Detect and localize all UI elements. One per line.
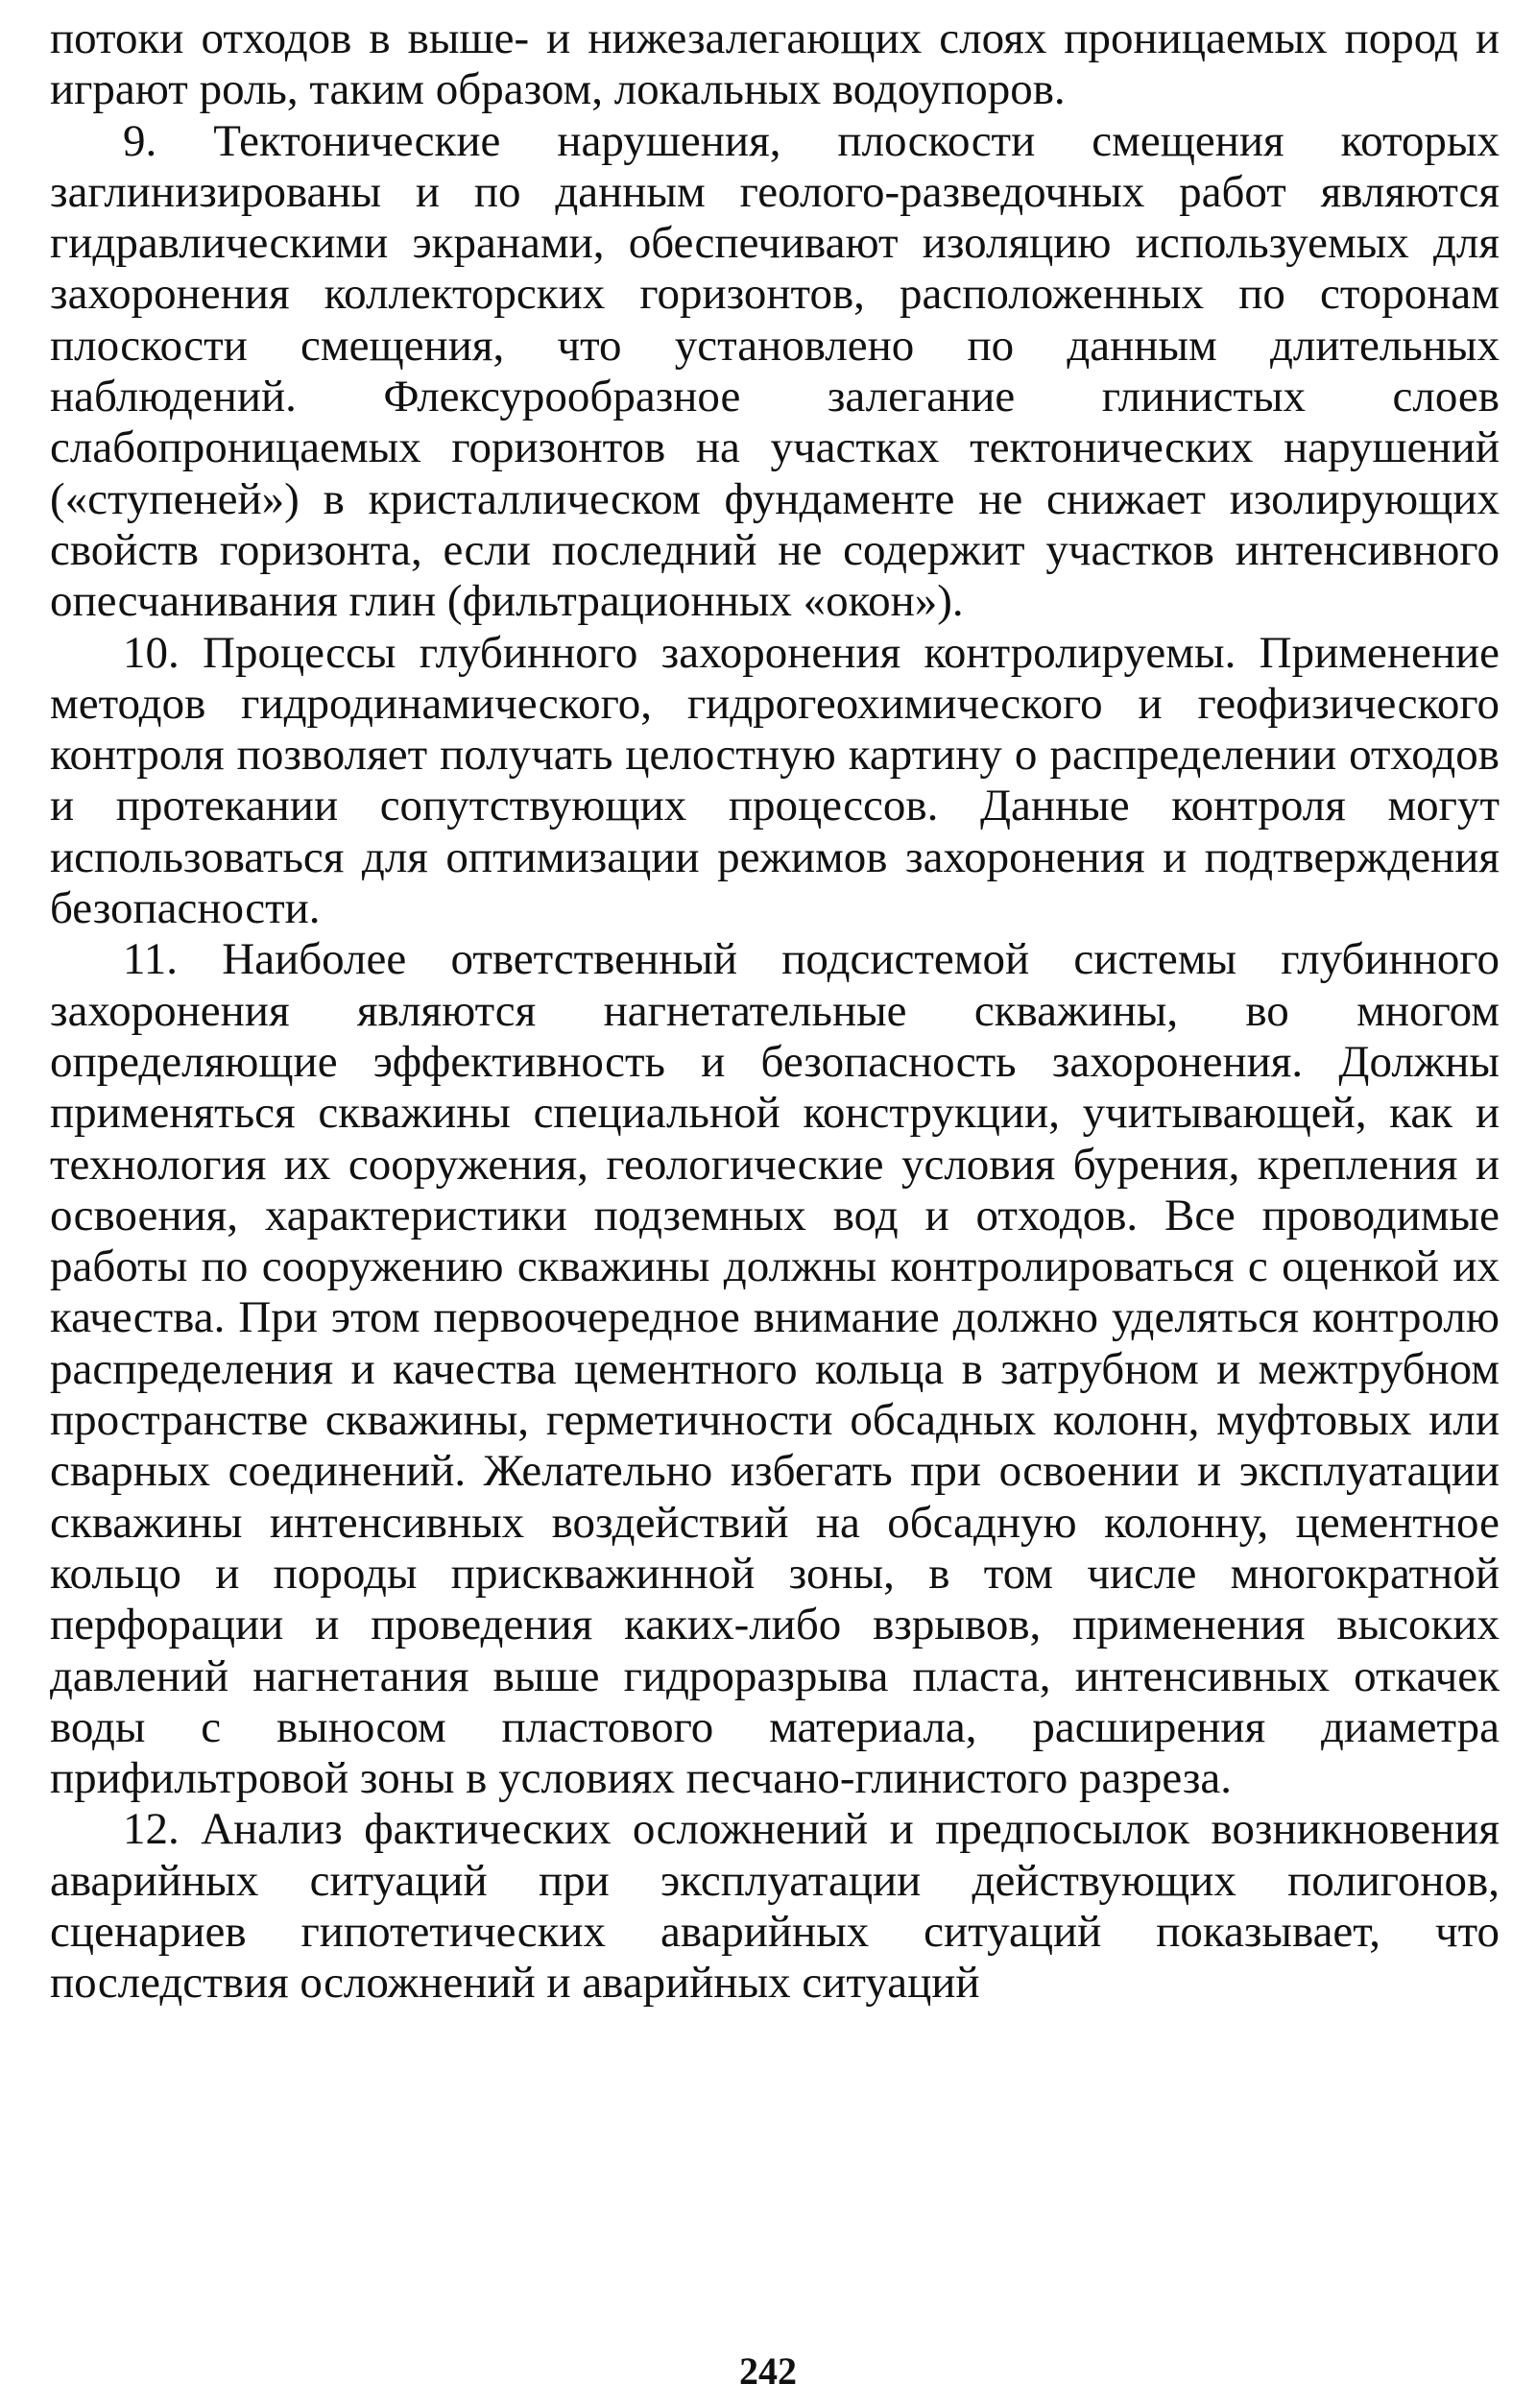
- body-text: [50, 13, 1500, 2010]
- paragraph-item-10: 10. Процессы глубинного захоронения контролируемы. Применение методов гидродинамического, гидрогеохимического и геофизического контроля позволяет получать целостную картину о распределении отходов и протекании сопутствующих процессов. Данные контроля могут использоваться для оптимизации режимов захоронения и подтверждения безопасности.: [50, 627, 1500, 934]
- paragraph-item-11: 11. Наиболее ответственный подсистемой системы глубинного захоронения являются нагнетательные скважины, во многом определяющие эффективность и безопасность захоронения. Должны применяться скважины специальной конструкции, учитывающей, как и технология их сооружения, геологические условия бурения, крепления и освоения, характеристики подземных вод и отходов. Все проводимые работы по сооружению скважины должны контролироваться с оценкой их качества. При этом первоочередное внимание должно уделяться контролю распределения и качества цементного кольца в затрубном и межтрубном пространстве скважины, герметичности обсадных колонн, муфтовых или сварных соединений. Желательно избегать при освоении и эксплуатации скважины интенсивных воздействий на обсадную колонну, цементное кольцо и породы прискважинной зоны, в том числе многократной перфорации и проведения каких-либо взрывов, применения высоких давлений нагнетания выше гидроразрыва пласта, интенсивных откачек воды с выносом пластового материала, расширения диаметра прифильтровой зоны в условиях песчано-глинистого разреза.: [50, 934, 1500, 1804]
- paragraph-item-12: 12. Анализ фактических осложнений и предпосылок возникновения аварийных ситуаций при эксплуатации действующих полигонов, сценариев гипотетических аварийных ситуаций показывает, что последствия осложнений и аварийных ситуаций: [50, 1804, 1500, 2009]
- paragraph-continuation: потоки отходов в выше- и нижезалегающих слоях проницаемых пород и играют роль, таким образом, локальных водоупоров.: [50, 13, 1500, 115]
- page-number: 242: [739, 2349, 797, 2393]
- paragraph-item-9: 9. Тектонические нарушения, плоскости смещения которых заглинизированы и по данным геолого-разведочных работ являются гидравлическими экранами, обеспечивают изоляцию используемых для захоронения коллекторских горизонтов, расположенных по сторонам плоскости смещения, что установлено по данным длительных наблюдений. Флексурообразное залегание глинистых слоев слабопроницаемых горизонтов на участках тектонических нарушений («ступеней») в кристаллическом фундаменте не снижает изолирующих свойств горизонта, если последний не содержит участков интенсивного опесчанивания глин (фильтрационных «окон»).: [50, 115, 1500, 627]
